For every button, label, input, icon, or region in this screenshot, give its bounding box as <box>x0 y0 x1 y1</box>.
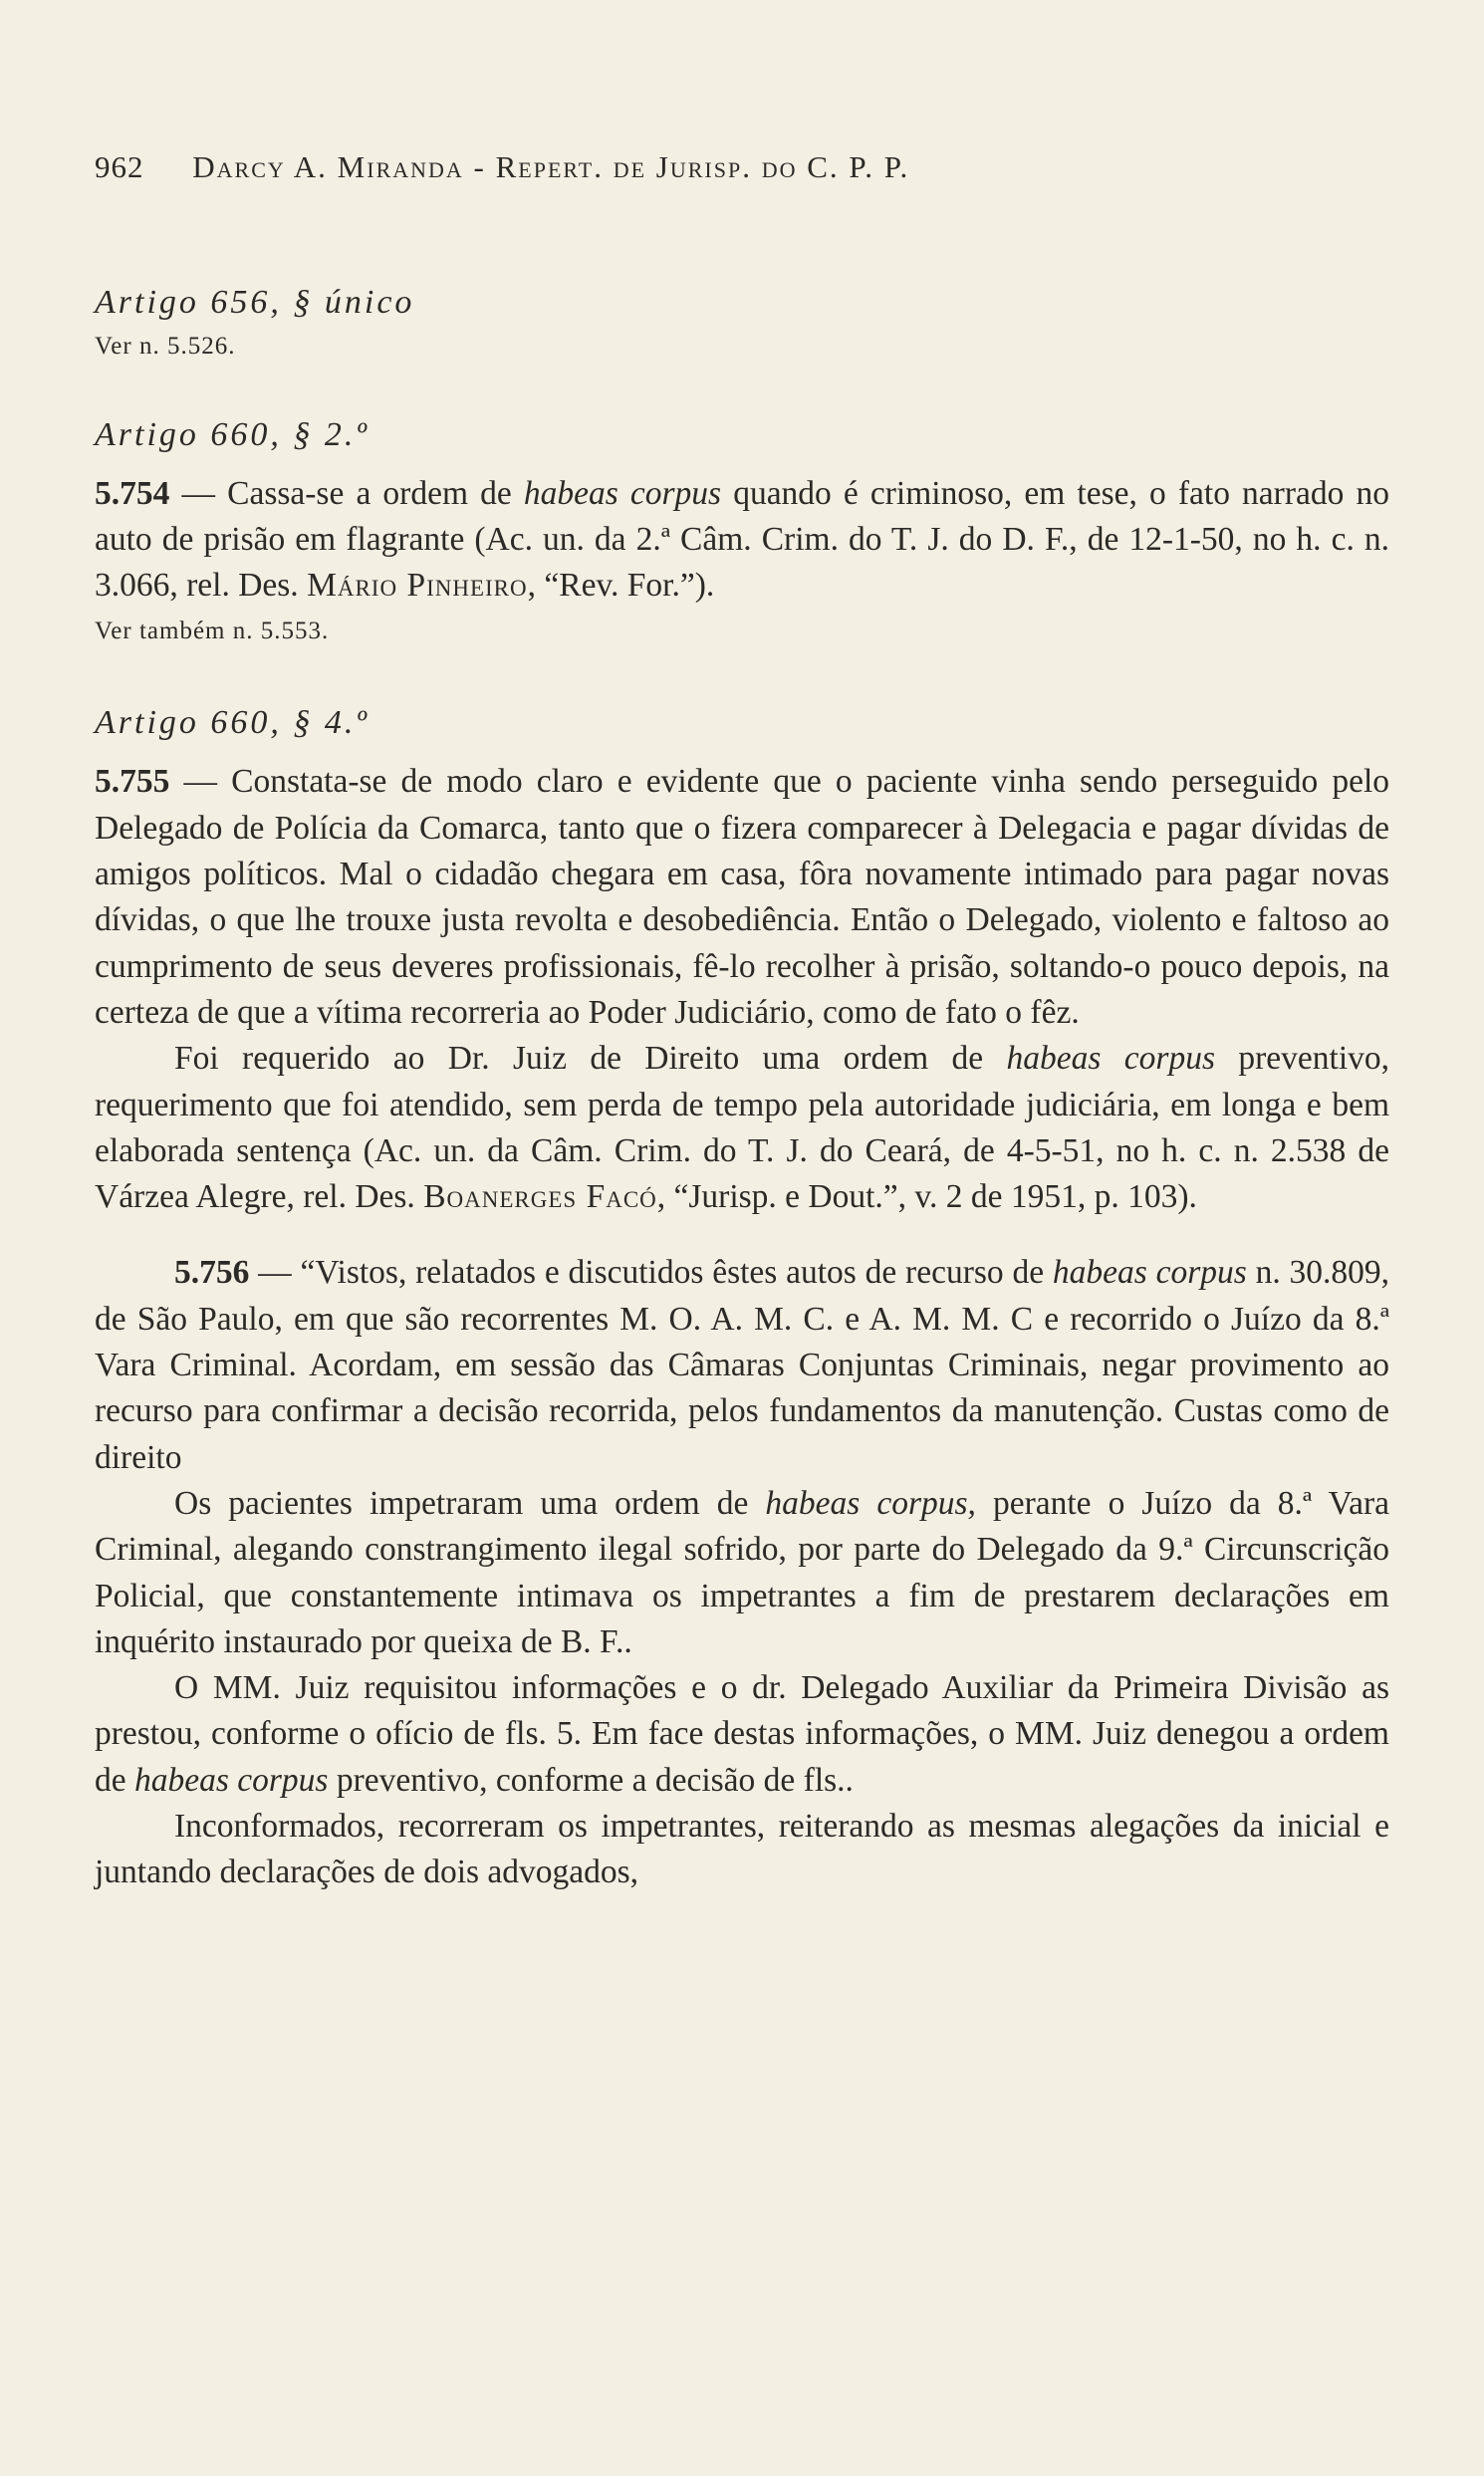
entry-text: preventivo, conforme a decisão de fls.. <box>328 1761 854 1799</box>
latin-term: habeas corpus <box>1006 1040 1215 1078</box>
entry-number: 5.755 <box>95 763 170 801</box>
paragraph <box>95 1036 1389 1220</box>
cross-reference-660-2: Ver também n. 5.553. <box>95 617 330 644</box>
entry-text: Inconformados, recorreram os impetrantes, reiterando as mesmas alegações da inicial e juntando declarações de dois advogados, <box>95 1807 1389 1891</box>
latin-term: habeas corpus <box>1052 1254 1247 1292</box>
entry-text: , “Rev. For.”). <box>527 567 715 605</box>
entry-text: Cassa-se a ordem de <box>227 474 524 512</box>
entry-text: n. 30.809, de São Paulo, em que são recorrentes M. O. A. M. C. e A. M. M. C e recorrido o Juízo da 8.ª Vara Criminal. Acordam, em sessão das Câmaras Conjuntas Criminais, negar provimento ao recurso para confirmar a decisão recorrida, pelos fundamentos da manutenção. Custas como de direito <box>95 1254 1390 1476</box>
entry-number: 5.754 <box>95 474 170 512</box>
running-header <box>95 149 1389 185</box>
entry-dash: — <box>169 474 228 512</box>
article-heading-656: Artigo 656, § único <box>95 284 415 321</box>
entry-text: , “Jurisp. e Dout.”, v. 2 de 1951, p. 103). <box>656 1178 1197 1216</box>
cross-reference-656: Ver n. 5.526. <box>95 333 236 361</box>
entry-text: O MM. Juiz requisitou informações e o dr. Delegado Auxiliar da Primeira Divisão as prestou, conforme o ofício de fls. 5. Em face destas informações, o MM. Juiz denegou a ordem de <box>95 1669 1389 1799</box>
entry-text: Constata-se de modo claro e evidente que o paciente vinha sendo perseguido pelo Delegado de Polícia da Comarca, tanto que o fizera comparecer à Delegacia e pagar dívidas de amigos políticos. Mal o cidadão chegara em casa, fôra novamente intimado para pagar novas dívidas, o que lhe trouxe justa revolta e desobediência. Então o Delegado, violento e faltoso ao cumprimento de seus deveres profissionais, fê-lo recolher à prisão, soltando-o pouco depois, na certeza de que a vítima recorreria ao Poder Judiciário, como de fato o fêz. <box>95 763 1390 1031</box>
entry-text: perante o Juízo da 8.ª Vara Criminal, alegando constrangimento ilegal sofrido, por parte do Delegado da 9.ª Circunscrição Policial, que constantemente intimava os impetrantes a fim de prestarem declarações em inquérito instaurado por queixa de B. F.. <box>95 1484 1389 1660</box>
paragraph <box>95 1481 1389 1665</box>
article-heading-660-4: Artigo 660, § 4.º <box>95 704 370 742</box>
entry-text: quando é criminoso, em tese, o fato narrado no auto de prisão em flagrante (Ac. un. da 2.ª Câm. Crim. do T. J. do D. F., de 12-1-50, no h. c. n. 3.066, rel. Des. <box>95 474 1389 605</box>
entry-5756 <box>95 1250 1389 1480</box>
paragraph <box>95 1665 1389 1804</box>
entry-5755 <box>95 759 1389 1036</box>
latin-term: habeas corpus, <box>765 1484 976 1522</box>
entry-text: Os pacientes impetraram uma ordem de <box>174 1484 766 1522</box>
entry-5754 <box>95 471 1389 610</box>
latin-term: habeas corpus <box>134 1761 329 1799</box>
latin-term: habeas corpus <box>523 474 722 512</box>
page-number: 962 <box>95 149 144 184</box>
entry-text: preventivo, requerimento que foi atendido, sem perda de tempo pela autoridade judiciária, em longa e bem elaborada sentença (Ac. un. da Câm. Crim. do T. J. do Ceará, de 4-5-51, no h. c. n. 2.538 de Várzea Alegre, rel. Des. <box>95 1040 1389 1216</box>
entry-dash: — <box>249 1254 301 1292</box>
judge-name: Mário Pinheiro <box>307 567 528 605</box>
entry-number: 5.756 <box>174 1254 250 1292</box>
article-heading-660-2: Artigo 660, § 2.º <box>95 415 370 453</box>
judge-name: Boanerges Facó <box>423 1178 657 1216</box>
book-page <box>95 149 1389 1896</box>
entry-text: Foi requerido ao Dr. Juiz de Direito uma ordem de <box>174 1040 1007 1078</box>
entry-dash: — <box>169 763 232 801</box>
entry-text: “Vistos, relatados e discutidos êstes autos de recurso de <box>300 1254 1053 1292</box>
paragraph <box>95 1804 1389 1896</box>
running-title: Darcy A. Miranda - Repert. de Jurisp. do C. P. P. <box>192 149 910 184</box>
